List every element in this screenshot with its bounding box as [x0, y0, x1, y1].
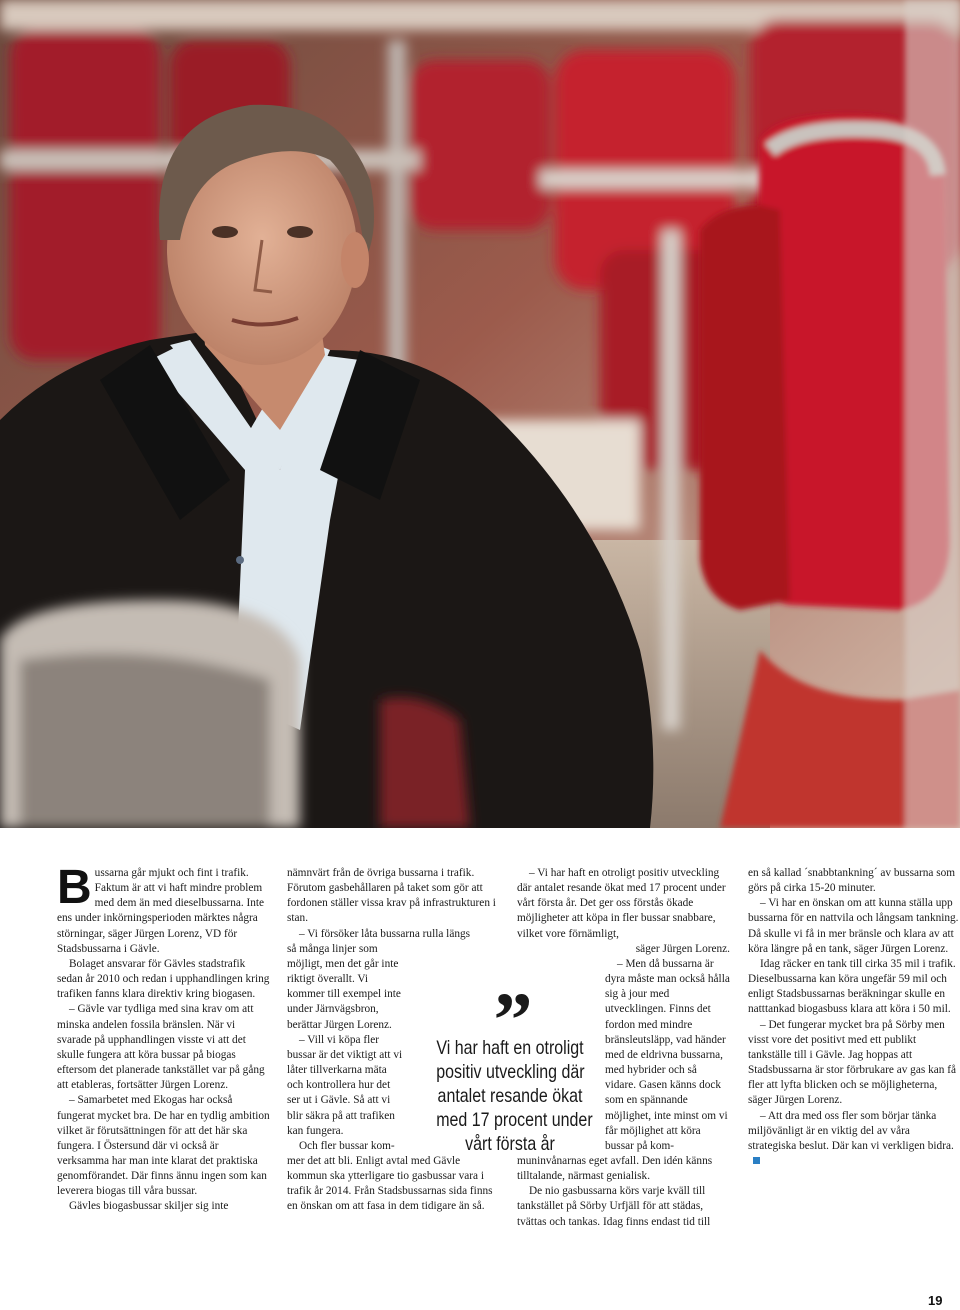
- body-paragraph: Och fler bussar kom-: [299, 1139, 395, 1152]
- pull-quote-line: vårt första år: [465, 1133, 555, 1155]
- pull-quote-line: positiv utveckling där: [436, 1061, 585, 1083]
- body-paragraph: – Vill vi köpa fler bussar är det viktigt att vi låter tillverkarna mäta och kontrollera hur det ser ut i Gävle. Så att vi blir säkra på att trafiken kan fungera.: [287, 1033, 403, 1137]
- page-number: 19: [928, 1293, 943, 1308]
- body-paragraph: – Det fungerar mycket bra på Sörby men visst vore det positivt med ett publikt tankställe till i Gävle. Jag hoppas att Stadsbussarna är stor förbrukare av gas kan få fler att lyfta blicken och se möjligheterna, säger Jürgen Lorenz.: [748, 1018, 956, 1107]
- text-wrap-around-quote: [605, 957, 730, 1154]
- body-paragraph: – Men då bussarna är dyra måste man också hålla sig à jour med utvecklingen. Finns det fordon med mindre bränsleutsläpp, vad händer med de eldrivna bussarna, med hybrider och så vidare. Gasen känns dock som en spännande möjlighet, inte minst om vi får möjlighet att köra bussar på kom-: [605, 957, 730, 1152]
- body-paragraph: nämnvärt från de övriga bussarna i trafik. Förutom gasbehållaren på taket som gör att fordonen ställer vissa krav på infrastrukturen i stan.: [287, 867, 496, 925]
- pull-quote-text: [436, 1036, 593, 1156]
- article-column-4: [748, 866, 960, 1169]
- body-paragraph: Gävles biogasbussar skiljer sig inte: [69, 1200, 229, 1213]
- body-paragraph: – Vi försöker låta bussarna rulla längs: [299, 927, 471, 940]
- pull-quote: [420, 990, 600, 1156]
- end-of-article-mark: [753, 1157, 760, 1164]
- text-wrap-around-quote: [287, 942, 405, 1154]
- body-paragraph: Bolaget ansvarar för Gävles stadstrafik sedan år 2010 och redan i upphandlingen kring trafiken fanns klara direktiv kring biogasen.: [57, 957, 270, 1001]
- drop-cap: B: [57, 861, 92, 914]
- body-paragraph: en så kallad ´snabbtankning´ av bussarna som görs på cirka 15-20 minuter.: [748, 867, 956, 895]
- body-paragraph: mer det att bli. Enligt avtal med Gävle kommun ska ytterligare tio gasbussar vara i trafik år 2014. Från Stadsbussarnas sida finns en önskan om att fasa in dem tidigare än så.: [287, 1154, 493, 1213]
- body-paragraph: muninvånarnas eget avfall. Den idén känns tilltalande, närmast genialisk.: [517, 1154, 713, 1183]
- pull-quote-line: Vi har haft en otroligt: [436, 1037, 584, 1059]
- body-paragraph: – Samarbetet med Ekogas har också fungerat mycket bra. De har en tydlig ambition vilket är förutsättningen för att det här ska fungera. I Östersund där vi också är verksamma har man inte klarat det praktiska genomförandet. Där finns ännu ingen som kan leverera biogas till våra bussar.: [57, 1094, 270, 1198]
- body-paragraph: så många linjer som möjligt, men det går inte riktigt överallt. Vi kommer till exempel inte under Järnvägsbron, berättar Jürgen Lorenz.: [287, 942, 401, 1031]
- body-paragraph: – Vi har en önskan om att kunna ställa upp bussarna för en nattvila och långsam tankning. Då skulle vi få in mer bränsle och klara av att köra längre på en tank, säger Jürgen Lorenz.: [748, 897, 959, 955]
- pull-quote-line: antalet resande ökat: [437, 1085, 583, 1107]
- lead-paragraph: Bussarna går mjukt och fint i trafik. Faktum är att vi haft mindre problem med dem än med dieselbussarna. Inte ens under inkörningsperioden märktes några störningar, säger Jürgen Lorenz, VD för Stadsbussarna i Gävle.: [57, 861, 265, 955]
- attribution: säger Jürgen Lorenz.: [635, 942, 730, 955]
- quotation-mark-icon: ”: [493, 990, 527, 1034]
- body-paragraph: De nio gasbussarna körs varje kväll till tankstället på Sörby Urfjäll för att städas, tvättas och tankas. Idag finns endast tid till: [517, 1185, 711, 1228]
- pull-quote-line: med 17 procent under: [436, 1109, 593, 1131]
- body-paragraph: – Gävle var tydliga med sina krav om att minska andelen fossila bränslen. När vi svarade på upphandlingen visste vi att det skulle fungera att köra bussar på biogas eftersom det planerade tankstället var på gång att etableras, fortsätter Jürgen Lorenz.: [57, 1003, 265, 1092]
- body-paragraph: Idag räcker en tank till cirka 35 mil i trafik. Dieselbussarna kan köra ungefär 59 mil och enligt Stadsbussarnas beräkningar skulle en natttankad biogasbuss klara att köra i 50 mil.: [748, 957, 956, 1016]
- body-paragraph: – Vi har haft en otroligt positiv utveckling där antalet resande ökat med 17 procent under vårt första år. Det ger oss förstås ökade möjligheter att köpa in fler bussar snabbare, vilket vore förnämligt,: [517, 867, 726, 940]
- article-column-1: [57, 861, 271, 1215]
- body-paragraph: – Att dra med oss fler som börjar tänka miljövänligt är en viktig del av våra strategiska beslut. Där kan vi verkligen bidra.: [748, 1109, 960, 1170]
